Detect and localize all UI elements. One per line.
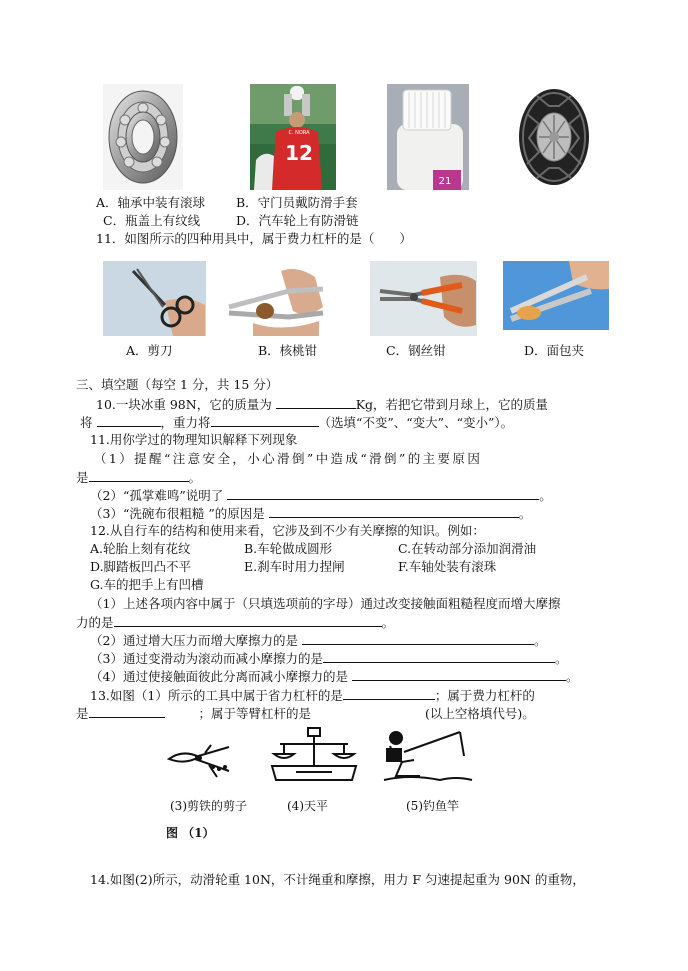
fig1-label-3: (3)剪铁的剪子 [170,799,247,813]
nutcracker-photo [223,261,332,336]
q12-sub-2-line [90,632,546,649]
q12-sub-1-line2 [76,614,394,631]
q12-sub-1-b: 力的是 [76,615,114,630]
q12-sub-3-end: 。 [554,651,568,666]
bread-clip-icon [503,261,609,330]
tin-shears-sketch [165,737,235,783]
q11-fill-stem: 11.用你学过的物理知识解释下列现象 [90,432,298,447]
goalkeeper-icon [250,84,336,190]
q11-blank-2[interactable] [227,487,539,500]
q11-option-c: C．钢丝钳 [386,343,446,358]
q11-fill-3-line [90,505,531,522]
q10-line1 [96,396,548,413]
q13-blank-1[interactable] [343,687,435,700]
bearing-photo [103,84,183,190]
jersey-name: C. NORA [288,130,310,136]
q13-text-a: 13.如图（1）所示的工具中属于省力杠杆的是 [90,688,343,703]
q10-blank-mass-moon[interactable] [97,414,161,427]
q12-sub-4-line [90,668,578,685]
q13-text-e: (以上空格填代号)。 [425,706,535,721]
q12-option-e: E.刹车时用力捏闸 [244,559,345,574]
q12-option-c: C.在转动部分添加润滑油 [398,541,537,556]
q11-fill-1: （1）提醒“注意安全，小心滑倒”中造成“滑倒”的主要原因 [94,451,483,466]
q11-blank-3[interactable] [269,505,519,518]
pliers-icon [370,261,477,336]
q10-blank-mass[interactable] [276,396,356,409]
q13-line1 [90,687,535,704]
q12-option-b: B.车轮做成圆形 [244,541,333,556]
q10-caption-a: A．轴承中装有滚球 [96,195,206,210]
q11-fill-1-line2 [76,469,201,486]
q12-blank-2[interactable] [302,632,534,645]
fig1-label-4: (4)天平 [287,799,328,813]
q12-sub-2-end: 。 [533,633,547,648]
section-heading: 三、填空题（每空 1 分，共 15 分） [76,377,279,392]
q10-text-d: ，重力将 [160,415,211,430]
q10-text-c: 将 [80,415,93,430]
tire-chain-photo [515,84,593,190]
q12-stem: 12.从自行车的结构和使用来看，它涉及到不少有关摩擦的知识。例如： [90,523,485,538]
q12-sub-3-line [90,650,567,667]
bottle-label-number: 21 [438,176,452,187]
q11-option-b: B．核桃钳 [258,343,318,358]
q14-stem: 14.如图(2)所示，动滑轮重 10N，不计绳重和摩擦，用力 F 匀速提起重为 90N 的重物， [90,872,585,887]
q10-caption-c: C．瓶盖上有纹线 [103,213,201,228]
q12-sub-1-end: 。 [381,615,395,630]
q12-blank-1[interactable] [114,614,382,627]
q13-text-b: ；属于费力杠杆的 [434,688,535,703]
q11-option-d: D．面包夹 [524,343,585,358]
bread-clip-photo [503,261,609,330]
q13-line2 [76,705,535,722]
q11-stem: 11．如图所示的四种用具中，属于费力杠杆的是（ ） [96,231,412,246]
tire-chain-icon [515,84,593,190]
q10-blank-gravity[interactable] [211,414,319,427]
q10-text-a: 10.一块冰重 98N，它的质量为 [96,397,272,412]
nutcracker-icon [223,261,332,336]
q12-sub-1: （1）上述各项内容中属于（只填选项前的字母）通过改变接触面粗糙程度而增大摩擦 [90,596,561,611]
q11-fill-1-end: 。 [188,470,202,485]
q10-text-e: （选填“不变”、“变大”、“变小”）。 [318,415,514,430]
q12-sub-4: （4）通过使接触面彼此分离而减小摩擦力的是 [90,669,348,684]
bottle-photo [387,84,469,190]
q11-option-a: A．剪刀 [126,343,173,358]
q10-text-b: Kg，若把它带到月球上，它的质量 [355,397,549,412]
q12-option-f: F.车轴处装有滚珠 [398,559,497,574]
fig1-caption: 图 （1） [166,826,215,840]
q11-fill-1-b: 是 [76,470,89,485]
jersey-number: 12 [285,141,313,165]
q11-fill-3: （3）“洗碗布很粗糙 ”的原因是 [90,506,265,521]
q11-fill-3-end: 。 [518,506,532,521]
q10-caption-b: B．守门员戴防滑手套 [236,195,358,210]
q10-line2 [80,414,513,431]
q11-blank-1[interactable] [89,469,189,482]
bottle-cap-icon [387,84,469,190]
scissors-icon [103,261,206,336]
q13-blank-2[interactable] [89,705,165,718]
q12-option-g: G.车的把手上有凹槽 [90,577,204,592]
q12-blank-4[interactable] [352,668,566,681]
q13-blank-3[interactable] [311,705,381,718]
q11-fill-2: （2）“孤掌难鸣”说明了 [90,488,224,503]
bearing-icon [103,84,183,190]
fishing-rod-sketch [380,726,474,784]
q11-fill-2-end: 。 [539,488,552,503]
q12-option-d: D.脚踏板凹凸不平 [90,559,192,574]
q10-caption-d: D．汽车轮上有防滑链 [236,213,359,228]
q13-text-c: 是 [76,706,89,721]
pliers-photo [370,261,477,336]
q13-text-d: ；属于等臂杠杆的是 [198,706,312,721]
q12-sub-4-end: 。 [565,669,579,684]
scissors-photo [103,261,206,336]
q12-sub-2: （2）通过增大压力而增大摩擦力的是 [90,633,298,648]
fig1-label-5: (5)钓鱼竿 [406,799,459,813]
q12-option-a: A.轮胎上刻有花纹 [90,541,191,556]
q11-fill-2-line [90,487,552,504]
balance-sketch [266,726,362,784]
goalkeeper-photo [250,84,336,190]
q12-sub-3: （3）通过变滑动为滚动而减小摩擦力的是 [90,651,323,666]
q12-blank-3[interactable] [323,650,555,663]
